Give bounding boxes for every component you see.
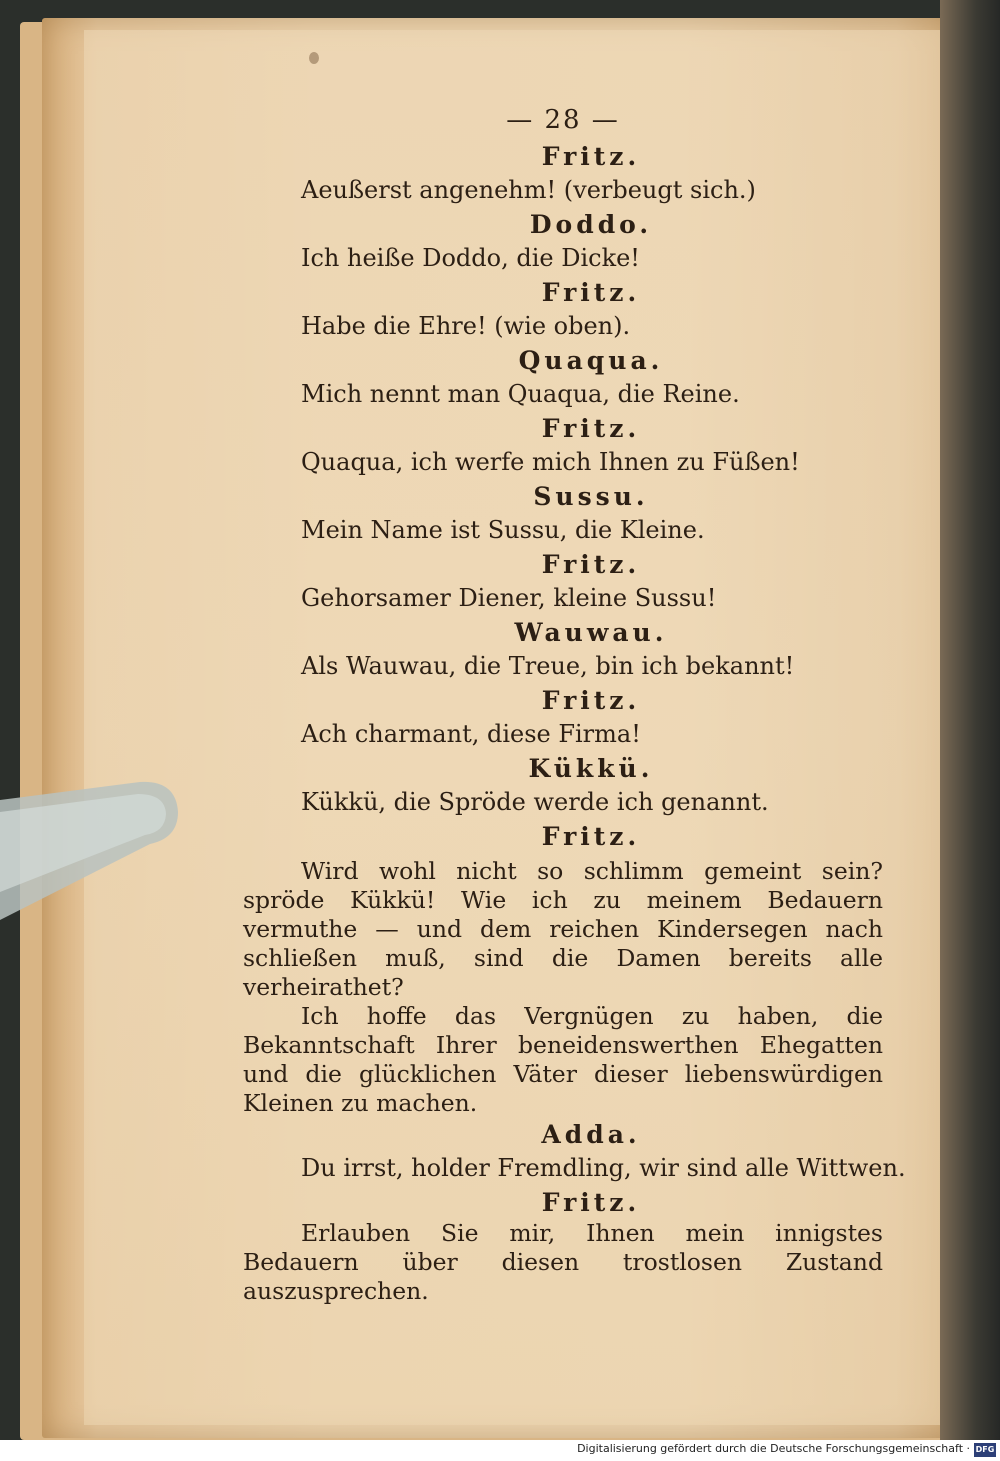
dfg-logo-icon: DFG [974,1443,996,1457]
dialogue-line: Aeußerst angenehm! (verbeugt sich.) [301,176,756,204]
paragraph: Erlauben Sie mir, Ihnen mein innigstes Bedauern über diesen trostlosen Zustand auszusprechen. [243,1219,883,1305]
footer-credit: Digitalisierung gefördert durch die Deutsche Forschungsgemeinschaft · [577,1442,970,1455]
dialogue-line: Mein Name ist Sussu, die Kleine. [301,516,705,544]
speaker-name: Fritz. [541,822,641,851]
speaker-name: Fritz. [541,686,641,715]
dialogue-line: Kükkü, die Spröde werde ich genannt. [301,788,769,816]
page-number: — 28 — [506,105,620,135]
dialogue-line: Gehorsamer Diener, kleine Sussu! [301,584,717,612]
paper-stain [309,52,319,64]
speaker-name: Adda. [541,1120,641,1149]
page-text [243,100,906,1306]
dialogue-line: Ich heiße Doddo, die Dicke! [301,244,640,272]
footer-bar [0,1440,1000,1461]
dialogue-line: Ach charmant, diese Firma! [301,720,641,748]
dialogue-line: Quaqua, ich werfe mich Ihnen zu Füßen! [301,448,800,476]
dialogue-line: Mich nennt man Quaqua, die Reine. [301,380,740,408]
book-binding [940,0,1000,1440]
speaker-name: Doddo. [529,210,653,239]
paragraph: Ich hoffe das Vergnügen zu haben, die Bekanntschaft Ihrer beneidenswerthen Ehegatten und die glücklichen Väter dieser liebenswürdigen Kleinen zu machen. [243,1002,883,1117]
speaker-name: Fritz. [541,278,641,307]
speaker-name: Sussu. [533,482,649,511]
speaker-name: Kükkü. [528,754,654,783]
speaker-name: Fritz. [541,142,641,171]
speaker-name: Fritz. [541,1188,641,1217]
speaker-name: Fritz. [541,550,641,579]
page-clip-icon [0,772,180,922]
paragraph: Wird wohl nicht so schlimm gemeint sein? spröde Kükkü! Wie ich zu meinem Bedauern vermuthe — und dem reichen Kindersegen nach schließen muß, sind die Damen bereits alle verheirathet? [243,857,883,1001]
speaker-name: Fritz. [541,414,641,443]
dialogue-line: Als Wauwau, die Treue, bin ich bekannt! [301,652,795,680]
speaker-name: Wauwau. [514,618,668,647]
dialogue-line: Du irrst, holder Fremdling, wir sind alle Wittwen. [301,1154,906,1182]
speaker-name: Quaqua. [518,346,664,375]
dialogue-line: Habe die Ehre! (wie oben). [301,312,631,340]
